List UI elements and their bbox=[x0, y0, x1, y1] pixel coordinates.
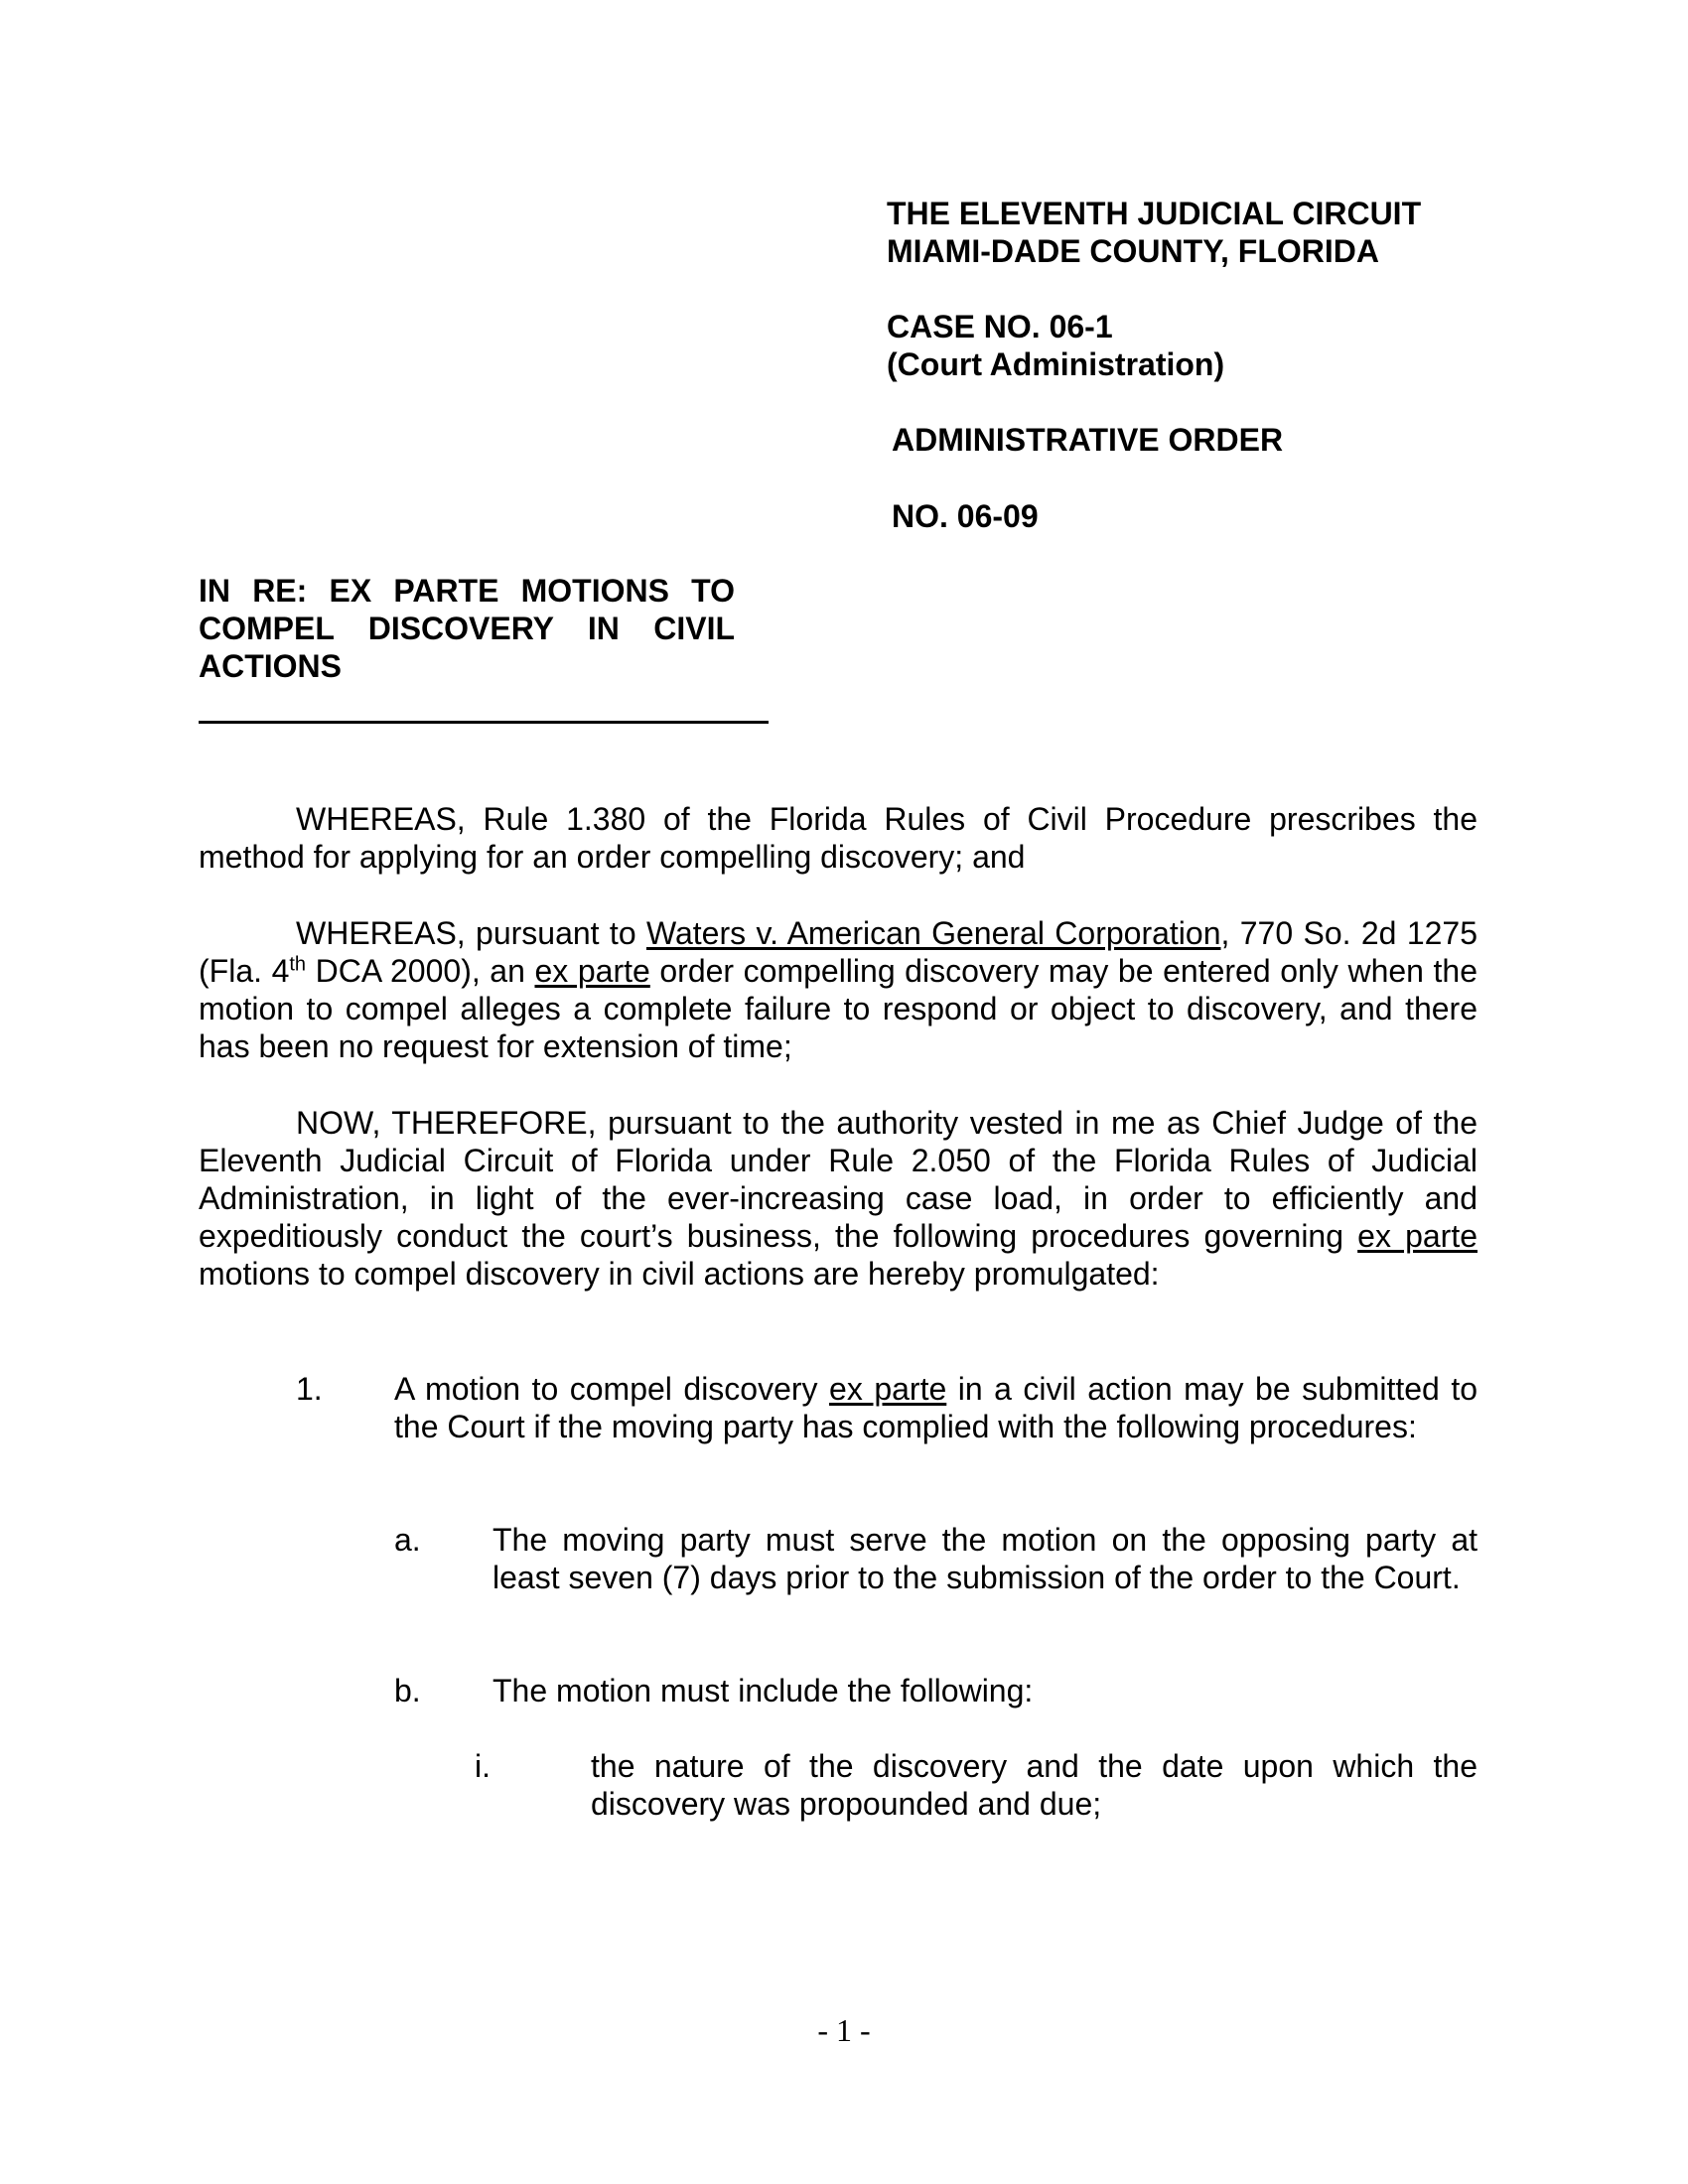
whereas2-mid2: DCA 2000), an bbox=[306, 953, 535, 989]
item-a-text: The moving party must serve the motion on the opposing party at least seven (7) days prior to the submission of the order to the Court. bbox=[492, 1522, 1477, 1595]
whereas2-mid1: , 770 So. 2d 1275 (Fla. 4 bbox=[199, 915, 1478, 989]
item-1-text bbox=[394, 1370, 1477, 1445]
item-1-pre: A motion to compel discovery bbox=[394, 1371, 830, 1407]
ex-parte-term: ex parte bbox=[534, 953, 650, 989]
order-number: NO. 06-09 bbox=[892, 498, 1039, 534]
item-a-letter: a. bbox=[394, 1522, 421, 1558]
ordinal-suffix: th bbox=[289, 953, 307, 976]
now-therefore-paragraph bbox=[199, 1104, 1477, 1293]
circuit-heading: THE ELEVENTH JUDICIAL CIRCUIT bbox=[887, 196, 1422, 231]
item-i-text: the nature of the discovery and the date upon which the discovery was propounded and due; bbox=[591, 1748, 1477, 1822]
case-citation-name: Waters v. American General Corporation bbox=[645, 915, 1221, 951]
whereas2-post: order compelling discovery may be entered only when the motion to compel alleges a complete failure to respond or object to discovery, and there has been no request for extension of time; bbox=[199, 953, 1478, 1064]
whereas-waters-case bbox=[199, 914, 1477, 1065]
case-department: (Court Administration) bbox=[887, 346, 1225, 382]
item-b-text: The motion must include the following: bbox=[492, 1673, 1034, 1708]
caption-rule bbox=[199, 721, 769, 724]
item-b-letter: b. bbox=[394, 1673, 421, 1708]
order-title: ADMINISTRATIVE ORDER bbox=[892, 422, 1284, 458]
item-1-number: 1. bbox=[296, 1371, 323, 1407]
ex-parte-term: ex parte bbox=[1357, 1218, 1478, 1254]
whereas-rule-1380: WHEREAS, Rule 1.380 of the Florida Rules of Civil Procedure prescribes the method for applying for an order compelling discovery; and bbox=[199, 801, 1477, 875]
now-therefore-post: motions to compel discovery in civil actions are hereby promulgated: bbox=[199, 1256, 1160, 1292]
now-therefore-pre: NOW, THEREFORE, pursuant to the authority vested in me as Chief Judge of the Eleventh Judicial Circuit of Florida under Rule 2.050 of the Florida Rules of Judicial Administration, in light of the ever-increasing case load, in order to efficiently and expeditiously conduct the court’s business, the following procedures governing bbox=[199, 1105, 1477, 1254]
county-heading: MIAMI-DADE COUNTY, FLORIDA bbox=[887, 233, 1379, 269]
item-1-post: in a civil action may be submitted to the Court if the moving party has complied with the following procedures: bbox=[394, 1371, 1478, 1444]
page-number: - 1 - bbox=[817, 2012, 871, 2048]
case-number: CASE NO. 06-1 bbox=[887, 309, 1113, 344]
ex-parte-term: ex parte bbox=[829, 1371, 947, 1407]
item-i-numeral: i. bbox=[475, 1748, 491, 1784]
whereas2-pre: WHEREAS, pursuant to bbox=[296, 915, 646, 951]
case-caption: IN RE: EX PARTE MOTIONS TO COMPEL DISCOVERY IN CIVIL ACTIONS bbox=[199, 573, 735, 684]
